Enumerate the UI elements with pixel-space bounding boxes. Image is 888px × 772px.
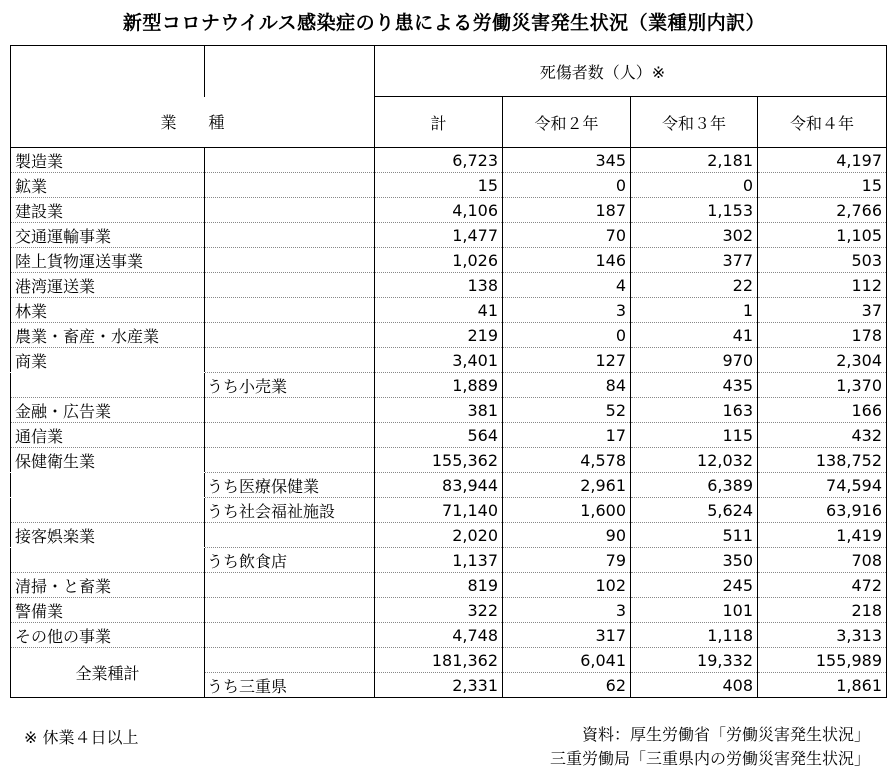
total-cell: 3,401 (375, 348, 503, 373)
industry-cell: 交通運輸事業 (11, 223, 205, 248)
r4-cell: 432 (758, 423, 887, 448)
sub-industry-cell (205, 173, 375, 198)
r3-cell: 511 (631, 523, 758, 548)
r4-cell: 1,370 (758, 373, 887, 398)
table-row (11, 623, 887, 648)
r2-column-header: 令和２年 (503, 97, 631, 148)
table-row (11, 148, 887, 173)
r3-cell: 6,389 (631, 473, 758, 498)
sub-industry-cell: うち飲食店 (205, 548, 375, 573)
total-cell: 6,723 (375, 148, 503, 173)
sub-industry-cell (205, 573, 375, 598)
total-cell: 4,106 (375, 198, 503, 223)
r3-cell: 970 (631, 348, 758, 373)
industry-cell: 陸上貨物運送事業 (11, 248, 205, 273)
footnote: ※ 休業４日以上 (24, 728, 139, 747)
sub-industry-cell: うち小売業 (205, 373, 375, 398)
table-row (11, 573, 887, 598)
r4-cell: 2,766 (758, 198, 887, 223)
total-cell: 155,362 (375, 448, 503, 473)
sub-industry-cell (205, 398, 375, 423)
total-cell: 1,026 (375, 248, 503, 273)
header-row-bottom (11, 97, 887, 148)
source-line-1: 資料：厚生労働省「労働災害発生状況」 (581, 725, 870, 744)
r2-cell: 1,600 (503, 498, 631, 523)
r2-cell: 70 (503, 223, 631, 248)
table-row (11, 348, 887, 373)
r3-cell: 12,032 (631, 448, 758, 473)
total-cell: 181,362 (375, 648, 503, 673)
table-body (11, 46, 887, 698)
sub-industry-cell (205, 148, 375, 173)
industry-cell: その他の事業 (11, 623, 205, 648)
industry-cell: 港湾運送業 (11, 273, 205, 298)
industry-cell: 接客娯楽業 (11, 523, 205, 548)
r4-cell: 4,197 (758, 148, 887, 173)
sub-industry-cell (205, 623, 375, 648)
industry-cell: 保健衛生業 (11, 448, 205, 473)
r2-cell: 3 (503, 298, 631, 323)
r3-cell: 377 (631, 248, 758, 273)
r4-cell: 472 (758, 573, 887, 598)
r4-cell: 63,916 (758, 498, 887, 523)
r3-cell: 22 (631, 273, 758, 298)
r4-cell: 178 (758, 323, 887, 348)
r4-cell: 138,752 (758, 448, 887, 473)
table-row (11, 548, 887, 573)
industry-cell: 通信業 (11, 423, 205, 448)
sub-total-label-cell: うち三重県 (205, 673, 375, 698)
r2-cell: 102 (503, 573, 631, 598)
r2-cell: 17 (503, 423, 631, 448)
r3-cell: 408 (631, 673, 758, 698)
industry-cell (11, 373, 205, 398)
sub-industry-cell (205, 598, 375, 623)
source-line-2: 三重労働局「三重県内の労働災害発生状況」 (549, 749, 870, 768)
industry-cell: 商業 (11, 348, 205, 373)
table-row (11, 498, 887, 523)
header-blank-cell (11, 46, 205, 97)
r3-column-header: 令和３年 (631, 97, 758, 148)
sub-industry-cell (205, 523, 375, 548)
r3-cell: 19,332 (631, 648, 758, 673)
table-row (11, 598, 887, 623)
table-row (11, 273, 887, 298)
table-row (11, 473, 887, 498)
table-row (11, 223, 887, 248)
industry-cell: 金融・広告業 (11, 398, 205, 423)
r4-column-header: 令和４年 (758, 97, 887, 148)
industry-cell (11, 548, 205, 573)
r3-cell: 302 (631, 223, 758, 248)
total-cell: 1,477 (375, 223, 503, 248)
r3-cell: 245 (631, 573, 758, 598)
r3-cell: 350 (631, 548, 758, 573)
industry-cell: 鉱業 (11, 173, 205, 198)
r2-cell: 0 (503, 173, 631, 198)
table-row (11, 323, 887, 348)
total-cell: 83,944 (375, 473, 503, 498)
r2-cell: 4 (503, 273, 631, 298)
total-cell: 15 (375, 173, 503, 198)
total-cell: 2,020 (375, 523, 503, 548)
table-row (11, 173, 887, 198)
r2-cell: 0 (503, 323, 631, 348)
industry-cell: 警備業 (11, 598, 205, 623)
r2-cell: 146 (503, 248, 631, 273)
total-cell: 1,137 (375, 548, 503, 573)
all-industries-total-label: 全業種計 (11, 648, 205, 698)
r4-cell: 503 (758, 248, 887, 273)
table-row (11, 298, 887, 323)
r4-cell: 708 (758, 548, 887, 573)
r3-cell: 41 (631, 323, 758, 348)
header-row-top (11, 46, 887, 97)
r2-cell: 4,578 (503, 448, 631, 473)
r3-cell: 1,118 (631, 623, 758, 648)
total-cell: 41 (375, 298, 503, 323)
sub-industry-cell (205, 198, 375, 223)
r4-cell: 112 (758, 273, 887, 298)
r2-cell: 79 (503, 548, 631, 573)
total-cell: 322 (375, 598, 503, 623)
injury-table (10, 45, 887, 698)
sub-industry-cell (205, 223, 375, 248)
r4-cell: 1,105 (758, 223, 887, 248)
r2-cell: 3 (503, 598, 631, 623)
table-row (11, 423, 887, 448)
industry-cell: 建設業 (11, 198, 205, 223)
r2-cell: 317 (503, 623, 631, 648)
r4-cell: 3,313 (758, 623, 887, 648)
r3-cell: 2,181 (631, 148, 758, 173)
r2-cell: 62 (503, 673, 631, 698)
sub-total-label-cell (205, 648, 375, 673)
r3-cell: 1,153 (631, 198, 758, 223)
r3-cell: 0 (631, 173, 758, 198)
sub-industry-cell: うち医療保健業 (205, 473, 375, 498)
r2-cell: 52 (503, 398, 631, 423)
table-row (11, 523, 887, 548)
page-title: 新型コロナウイルス感染症のり患による労働災害発生状況（業種別内訳） (122, 12, 766, 34)
table-row (11, 248, 887, 273)
total-cell: 219 (375, 323, 503, 348)
total-cell: 564 (375, 423, 503, 448)
table-row (11, 373, 887, 398)
r4-cell: 1,861 (758, 673, 887, 698)
total-cell: 2,331 (375, 673, 503, 698)
total-column-header: 計 (375, 97, 503, 148)
r2-cell: 345 (503, 148, 631, 173)
total-cell: 381 (375, 398, 503, 423)
sub-industry-cell (205, 323, 375, 348)
sub-industry-cell: うち社会福祉施設 (205, 498, 375, 523)
r4-cell: 74,594 (758, 473, 887, 498)
industry-cell: 製造業 (11, 148, 205, 173)
sub-industry-cell (205, 248, 375, 273)
r4-cell: 2,304 (758, 348, 887, 373)
total-row (11, 648, 887, 673)
industry-cell: 林業 (11, 298, 205, 323)
r2-cell: 84 (503, 373, 631, 398)
sub-industry-cell (205, 348, 375, 373)
r4-cell: 37 (758, 298, 887, 323)
header-blank-cell (205, 46, 375, 97)
table-row (11, 198, 887, 223)
r2-cell: 2,961 (503, 473, 631, 498)
r4-cell: 155,989 (758, 648, 887, 673)
total-cell: 819 (375, 573, 503, 598)
sub-industry-cell (205, 298, 375, 323)
total-cell: 4,748 (375, 623, 503, 648)
industry-header: 業 種 (11, 97, 375, 148)
industry-cell: 清掃・と畜業 (11, 573, 205, 598)
r2-cell: 187 (503, 198, 631, 223)
r3-cell: 1 (631, 298, 758, 323)
r4-cell: 218 (758, 598, 887, 623)
total-cell: 1,889 (375, 373, 503, 398)
casualty-count-header: 死傷者数（人）※ (375, 46, 887, 97)
r4-cell: 166 (758, 398, 887, 423)
r2-cell: 127 (503, 348, 631, 373)
total-cell: 71,140 (375, 498, 503, 523)
sub-industry-cell (205, 273, 375, 298)
r3-cell: 5,624 (631, 498, 758, 523)
r4-cell: 1,419 (758, 523, 887, 548)
table-row (11, 398, 887, 423)
sub-industry-cell (205, 423, 375, 448)
industry-cell (11, 473, 205, 498)
r2-cell: 90 (503, 523, 631, 548)
r3-cell: 115 (631, 423, 758, 448)
r3-cell: 435 (631, 373, 758, 398)
industry-cell (11, 498, 205, 523)
total-cell: 138 (375, 273, 503, 298)
r4-cell: 15 (758, 173, 887, 198)
r3-cell: 101 (631, 598, 758, 623)
table-row (11, 448, 887, 473)
sub-industry-cell (205, 448, 375, 473)
r3-cell: 163 (631, 398, 758, 423)
r2-cell: 6,041 (503, 648, 631, 673)
industry-cell: 農業・畜産・水産業 (11, 323, 205, 348)
